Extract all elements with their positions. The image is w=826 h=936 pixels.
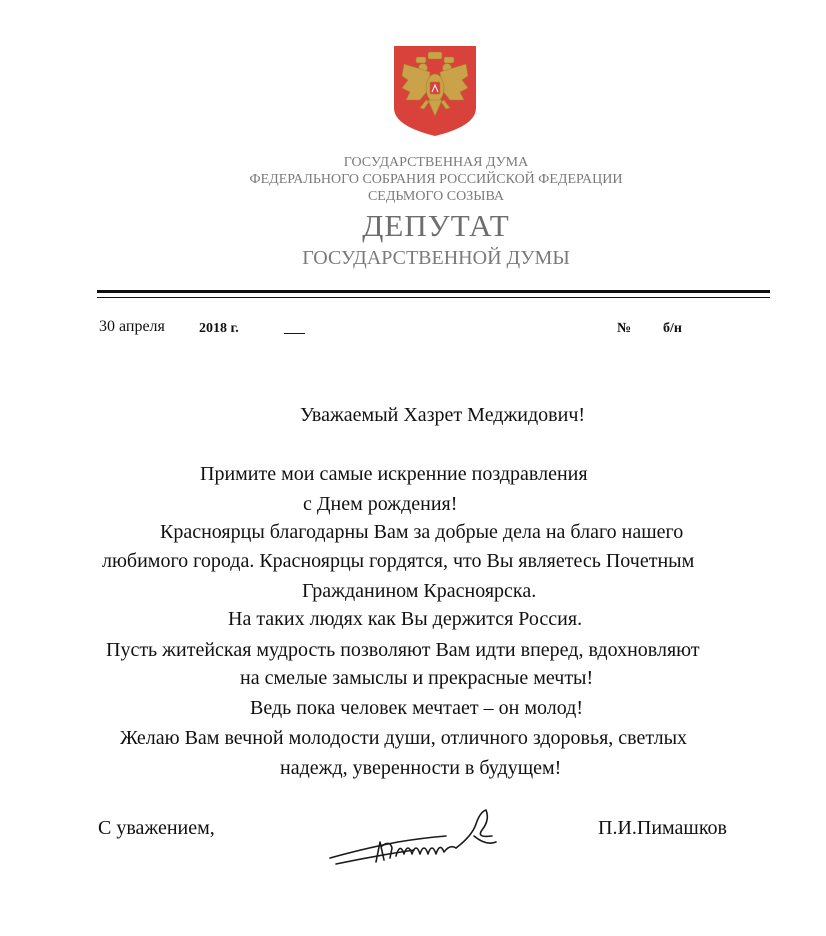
coat-of-arms-emblem <box>390 42 480 138</box>
header-federal-assembly: ФЕДЕРАЛЬНОГО СОБРАНИЯ РОССИЙСКОЙ ФЕДЕРАЦИИ <box>249 172 623 187</box>
letter-line: надежд, уверенности в будущем! <box>280 757 562 779</box>
signer-name: П.И.Пимашков <box>598 817 727 839</box>
letter-greeting: Уважаемый Хазрет Меджидович! <box>300 404 586 426</box>
header-duma: ГОСУДАРСТВЕННАЯ ДУМА <box>343 155 529 170</box>
letter-line: Примите мои самые искренние поздравления <box>200 463 588 485</box>
letter-line: на смелые замыслы и прекрасные мечты! <box>240 667 594 689</box>
letter-date: 30 апреля <box>99 318 165 335</box>
letter-blank-field: ___ <box>284 321 305 336</box>
header-subtitle: ГОСУДАРСТВЕННОЙ ДУМЫ <box>302 247 570 269</box>
handwritten-signature <box>326 806 506 884</box>
letter-line: Пусть житейская мудрость позволяют Вам идти вперед, вдохновляют <box>106 639 700 661</box>
header-divider-thick <box>97 290 770 293</box>
letter-line: любимого города. Красноярцы гордятся, что Вы являетесь Почетным <box>102 550 695 572</box>
letter-closing: С уважением, <box>98 817 215 839</box>
letter-number-value: б/н <box>663 321 682 336</box>
letter-line: На таких людях как Вы держится Россия. <box>228 608 583 630</box>
header-divider-thin <box>97 297 770 298</box>
letter-year: 2018 г. <box>199 321 239 336</box>
letter-line: Красноярцы благодарны Вам за добрые дела на благо нашего <box>160 521 684 543</box>
header-convocation: СЕДЬМОГО СОЗЫВА <box>367 189 505 204</box>
letter-line: Желаю Вам вечной молодости души, отличного здоровья, светлых <box>120 727 688 749</box>
letter-line: Гражданином Красноярска. <box>302 580 537 602</box>
header-title: ДЕПУТАТ <box>362 208 510 243</box>
letter-line: с Днем рождения! <box>303 493 458 515</box>
letter-number-label: № <box>617 321 632 336</box>
letter-line: Ведь пока человек мечтает – он молод! <box>250 697 583 719</box>
